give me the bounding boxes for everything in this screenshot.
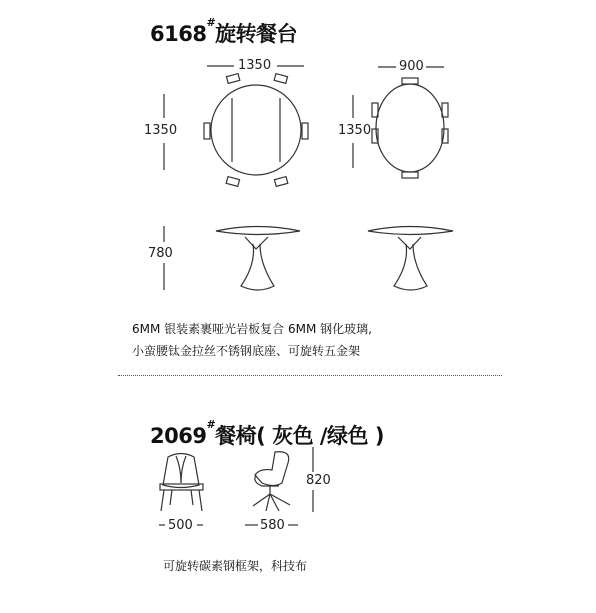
table-top-width-oval: 900 bbox=[399, 59, 424, 74]
chair-description: 可旋转碳素钢框架，科技布 bbox=[163, 559, 308, 573]
table-description-line-2: 小蛮腰钛金拉丝不锈钢底座、可旋转五金架 bbox=[132, 344, 361, 358]
chair-width-front: 500 bbox=[168, 518, 193, 533]
table-model: 6168 bbox=[150, 22, 207, 46]
table-description-line-1: 6MM 银装素裹哑光岩板复合 6MM 钢化玻璃, bbox=[132, 322, 372, 336]
table-height: 780 bbox=[148, 246, 173, 261]
table-depth-left: 1350 bbox=[144, 123, 178, 138]
table-model-mark: # bbox=[206, 16, 216, 29]
chair-model-mark: # bbox=[206, 418, 216, 431]
chair-name: 餐椅( 灰色 /绿色 ) bbox=[215, 424, 384, 448]
chair-model: 2069 bbox=[150, 424, 207, 448]
chair-height: 820 bbox=[306, 473, 331, 488]
chair-front-view bbox=[160, 454, 203, 512]
table-name: 旋转餐台 bbox=[215, 22, 298, 46]
table-top-width-round: 1350 bbox=[238, 58, 272, 73]
chair-width-side: 580 bbox=[260, 518, 285, 533]
chair-side-view bbox=[253, 452, 290, 511]
table-depth-right: 1350 bbox=[338, 123, 372, 138]
